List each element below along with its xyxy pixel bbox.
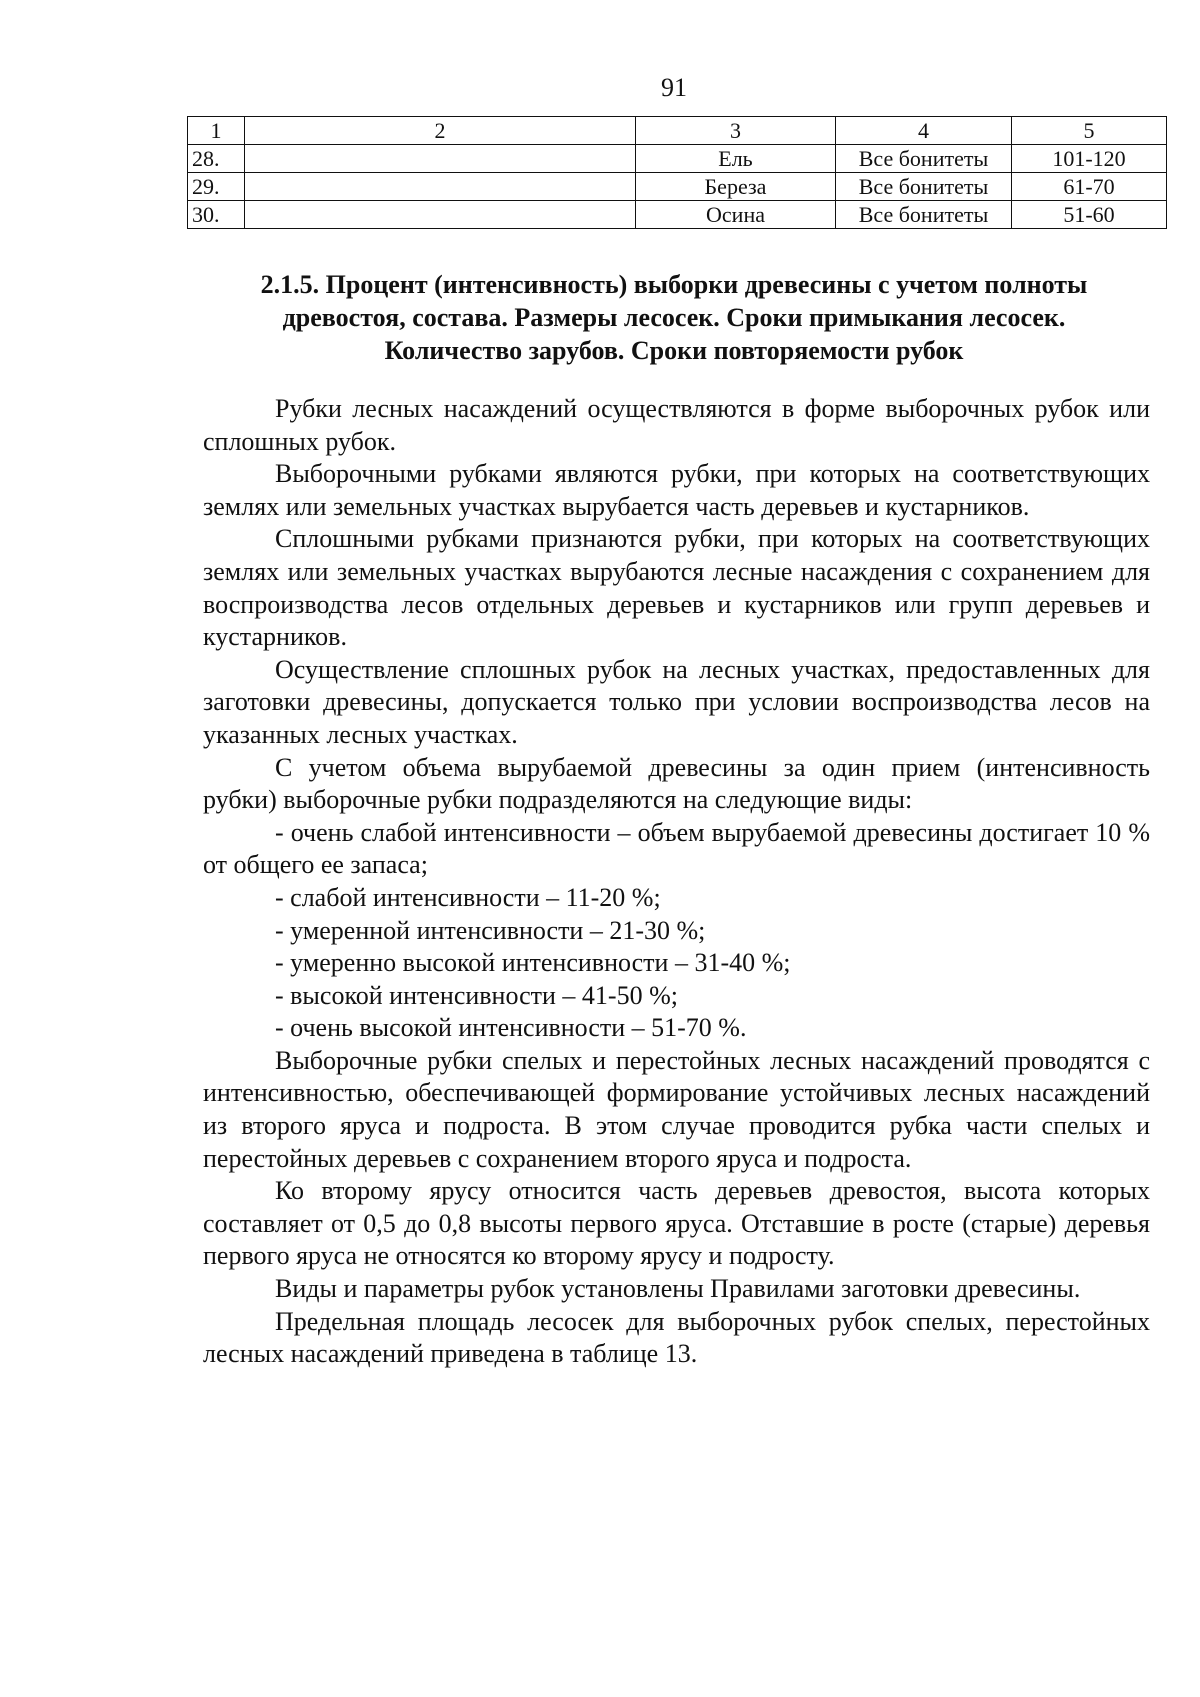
list-item: - высокой интенсивности – 41-50 %; — [275, 980, 678, 1010]
paragraph: Предельная площадь лесосек для выборочных рубок спелых, перестойных лесных насаждений приведена в таблице 13. — [203, 1306, 1150, 1369]
table-row — [188, 145, 1167, 173]
paragraph: Осуществление сплошных рубок на лесных участках, предоставленных для заготовки древесины, допускается только при условии воспроизводства лесов на указанных лесных участках. — [203, 654, 1150, 749]
table-cell: Все бонитеты — [836, 201, 1012, 229]
table-row — [188, 201, 1167, 229]
table-cell — [245, 173, 636, 201]
table-cell — [245, 201, 636, 229]
body-text — [203, 393, 1150, 1371]
table-cell: 30. — [188, 201, 245, 229]
table-cell: 61-70 — [1012, 173, 1167, 201]
paragraph: С учетом объема вырубаемой древесины за один прием (интенсивность рубки) выборочные рубки подразделяются на следующие виды: — [203, 752, 1150, 815]
paragraph: Ко второму ярусу относится часть деревьев древостоя, высота которых составляет от 0,5 до 0,8 высоты первого яруса. Отставшие в росте (старые) деревья первого яруса не относятся ко второму ярусу и подросту. — [203, 1176, 1150, 1271]
section-heading-line: Количество зарубов. Сроки повторяемости рубок — [384, 336, 964, 365]
table-cell: 28. — [188, 145, 245, 173]
section-heading — [200, 268, 1148, 367]
table-cell: Все бонитеты — [836, 173, 1012, 201]
table-cell: 29. — [188, 173, 245, 201]
table-cell — [245, 145, 636, 173]
table-header-cell: 3 — [636, 117, 836, 145]
paragraph: Выборочные рубки спелых и перестойных лесных насаждений проводятся с интенсивностью, обеспечивающей формирование устойчивых лесных насаждений из второго яруса и подроста. В этом случае проводится рубка части спелых и перестойных деревьев с сохранением второго яруса и подроста. — [203, 1045, 1150, 1173]
section-heading-line: 2.1.5. Процент (интенсивность) выборки древесины с учетом полноты — [260, 270, 1088, 299]
table-cell: Осина — [636, 201, 836, 229]
data-table — [187, 116, 1167, 229]
paragraph: Рубки лесных насаждений осуществляются в форме выборочных рубок или сплошных рубок. — [203, 394, 1150, 456]
list-item: - слабой интенсивности – 11-20 %; — [275, 882, 661, 912]
table-header-row — [188, 117, 1167, 145]
list-item: - умеренно высокой интенсивности – 31-40 %; — [275, 948, 791, 978]
paragraph: Сплошными рубками признаются рубки, при которых на соответствующих землях или земельных участках вырубаются лесные насаждения с сохранением для воспроизводства лесов отдельных деревьев и кустарников или групп деревьев и кустарников. — [203, 524, 1150, 652]
table-cell: Ель — [636, 145, 836, 173]
table-header-cell: 5 — [1012, 117, 1167, 145]
section-heading-line: древостоя, состава. Размеры лесосек. Сроки примыкания лесосек. — [282, 303, 1066, 332]
list-item: - очень слабой интенсивности – объем вырубаемой древесины достигает 10 % от общего ее запаса; — [203, 817, 1150, 880]
paragraph: Выборочными рубками являются рубки, при которых на соответствующих землях или земельных участках вырубается часть деревьев и кустарников. — [203, 459, 1150, 521]
table-cell: Все бонитеты — [836, 145, 1012, 173]
table-header-cell: 2 — [245, 117, 636, 145]
table-header-cell: 4 — [836, 117, 1012, 145]
paragraph: Виды и параметры рубок установлены Правилами заготовки древесины. — [275, 1274, 1081, 1304]
table-cell: Береза — [636, 173, 836, 201]
table-cell: 101-120 — [1012, 145, 1167, 173]
table-cell: 51-60 — [1012, 201, 1167, 229]
page-number: 91 — [661, 73, 687, 102]
list-item: - умеренной интенсивности – 21-30 %; — [275, 915, 706, 945]
list-item: - очень высокой интенсивности – 51-70 %. — [275, 1013, 747, 1043]
table-header-cell: 1 — [188, 117, 245, 145]
table-row — [188, 173, 1167, 201]
